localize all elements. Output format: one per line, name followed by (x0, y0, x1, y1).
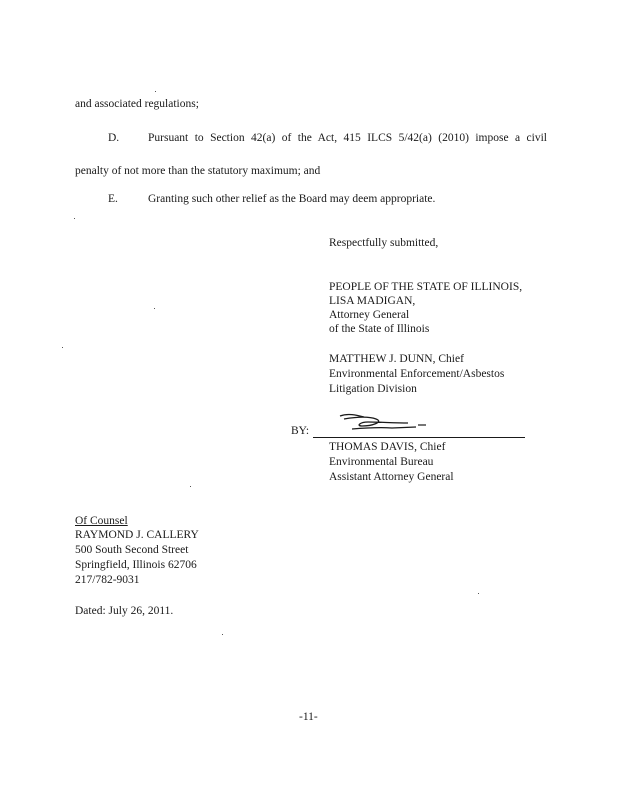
item-e-letter: E. (108, 193, 118, 205)
item-d-line-1: Pursuant to Section 42(a) of the Act, 415 ILCS 5/42(a) (2010) impose a civil (148, 132, 547, 144)
of-counsel-heading: Of Counsel (75, 515, 128, 527)
item-d-letter: D. (108, 132, 120, 144)
division-chief: MATTHEW J. DUNN, Chief (329, 353, 464, 365)
counsel-address-1: 500 South Second Street (75, 544, 189, 556)
attorney-general-name: LISA MADIGAN, (329, 295, 416, 307)
paragraph-continuation: and associated regulations; (75, 98, 199, 110)
counsel-phone: 217/782-9031 (75, 574, 140, 586)
division-name-line-1: Environmental Enforcement/Asbestos (329, 368, 505, 380)
scan-speck (190, 486, 191, 487)
division-name-line-2: Litigation Division (329, 383, 417, 395)
attorney-general-title: Attorney General (329, 309, 410, 321)
item-d-line-2: penalty of not more than the statutory maximum; and (75, 165, 321, 177)
signer-title: Assistant Attorney General (329, 471, 454, 483)
by-label: BY: (291, 425, 310, 437)
counsel-address-2: Springfield, Illinois 62706 (75, 559, 197, 571)
page-number: -11- (299, 711, 318, 723)
signer-bureau: Environmental Bureau (329, 456, 434, 468)
scan-speck (154, 308, 155, 309)
handwritten-signature (334, 410, 434, 434)
scan-speck (62, 347, 63, 348)
signer-name: THOMAS DAVIS, Chief (329, 441, 446, 453)
dated-line: Dated: July 26, 2011. (75, 605, 174, 617)
counsel-name: RAYMOND J. CALLERY (75, 529, 199, 541)
state-of-illinois: of the State of Illinois (329, 323, 430, 335)
item-e-text: Granting such other relief as the Board may deem appropriate. (148, 193, 436, 205)
signature-line (313, 437, 525, 438)
scan-speck (222, 634, 223, 635)
closing-text: Respectfully submitted, (329, 237, 439, 249)
plaintiff-name: PEOPLE OF THE STATE OF ILLINOIS, (329, 281, 523, 293)
scan-speck (74, 218, 75, 219)
scan-speck (478, 593, 479, 594)
scan-speck (155, 91, 156, 92)
